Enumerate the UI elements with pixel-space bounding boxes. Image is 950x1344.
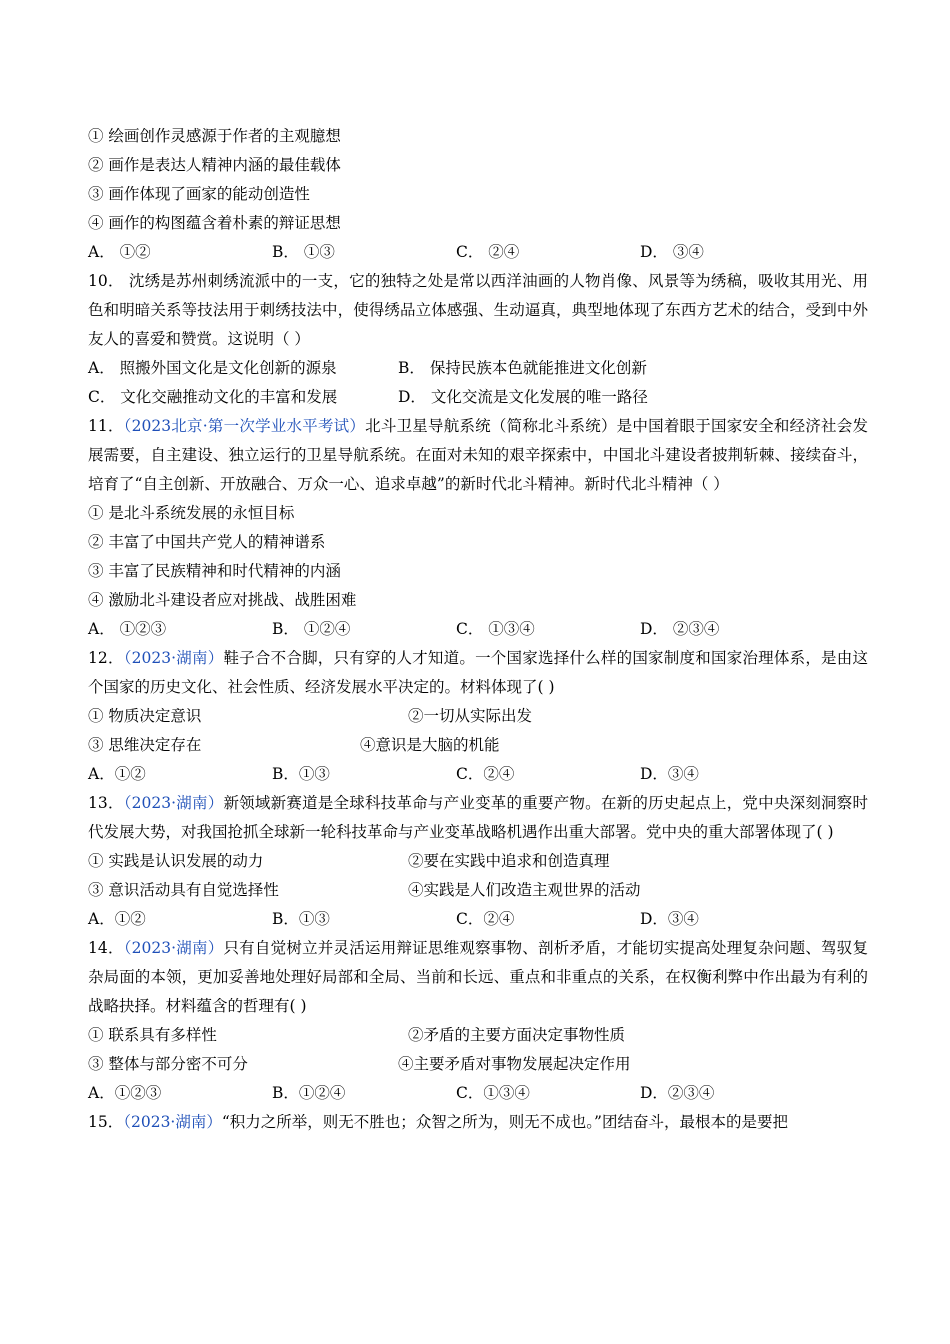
q12-statements-row-1: [88, 702, 868, 731]
q14-statements-row-1: [88, 1021, 868, 1050]
q15-source: （2023·湖南）: [123, 1113, 222, 1131]
q14-statement-3: ③ 整体与部分密不可分: [88, 1055, 248, 1073]
q13-statement-4: ④实践是人们改造主观世界的活动: [408, 881, 641, 899]
q12-source: （2023·湖南）: [123, 649, 224, 667]
q10-option-c[interactable]: C． 文化交融推动文化的丰富和发展: [88, 388, 338, 406]
q14-statement-2: ②矛盾的主要方面决定事物性质: [408, 1026, 626, 1044]
q13-statements-row-1: [88, 847, 868, 876]
q14-number: 14．: [88, 939, 124, 957]
q15-text: “积力之所举，则无不胜也；众智之所为，则无不成也。”团结奋斗，最根本的是要把: [221, 1113, 788, 1131]
q11-option-d[interactable]: D． ②③④: [640, 620, 720, 638]
q9-option-a[interactable]: A． ①②: [88, 243, 151, 261]
q13-options: [88, 905, 868, 934]
q12-statement-4: ④意识是大脑的机能: [360, 736, 500, 754]
q12-statement-3: ③ 思维决定存在: [88, 736, 202, 754]
q12-options: [88, 760, 868, 789]
q13-source: （2023·湖南）: [123, 794, 224, 812]
q11-stem: [88, 412, 868, 499]
q11-option-a[interactable]: A． ①②③: [88, 620, 167, 638]
q11-number: 11．: [88, 417, 124, 435]
q12-option-c[interactable]: C．②④: [456, 765, 515, 783]
q13-option-d[interactable]: D．③④: [640, 910, 699, 928]
q13-option-c[interactable]: C．②④: [456, 910, 515, 928]
q14-statements-row-2: [88, 1050, 868, 1079]
q10-option-a[interactable]: A． 照搬外国文化是文化创新的源泉: [88, 359, 337, 377]
q10-options-row-1: [88, 354, 868, 383]
q13-number: 13．: [88, 794, 124, 812]
q9-statement-3: ③ 画作体现了画家的能动创造性: [88, 185, 310, 203]
q12-text: 鞋子合不合脚，只有穿的人才知道。一个国家选择什么样的国家制度和国家治理体系，是由这个国家的历史文化、社会性质、经济发展水平决定的。材料体现了( ): [88, 649, 868, 696]
q9-options: [88, 238, 868, 267]
q14-option-b[interactable]: B．①②④: [272, 1084, 346, 1102]
q12-statements-row-2: [88, 731, 868, 760]
q9-statement-1: ① 绘画创作灵感源于作者的主观臆想: [88, 127, 341, 145]
q13-statement-3: ③ 意识活动具有自觉选择性: [88, 881, 279, 899]
q11-statement-3: ③ 丰富了民族精神和时代精神的内涵: [88, 562, 341, 580]
q10-option-b[interactable]: B． 保持民族本色就能推进文化创新: [398, 359, 647, 377]
q9-option-b[interactable]: B． ①③: [272, 243, 335, 261]
q11-option-b[interactable]: B． ①②④: [272, 620, 351, 638]
q11-statement-1: ① 是北斗系统发展的永恒目标: [88, 504, 295, 522]
q14-option-c[interactable]: C．①③④: [456, 1084, 530, 1102]
q9-statement-4: ④ 画作的构图蕴含着朴素的辩证思想: [88, 214, 341, 232]
q14-option-d[interactable]: D．②③④: [640, 1084, 715, 1102]
q11-text: 北斗卫星导航系统（简称北斗系统）是中国着眼于国家安全和经济社会发展需要，自主建设、独立运行的卫星导航系统。在面对未知的艰辛探索中，中国北斗建设者披荆斩棘、接续奋斗，培育了“自主创新、开放融合、万众一心、追求卓越”的新时代北斗精神。新时代北斗精神（ ）: [88, 417, 868, 493]
q10-stem: 10． 沈绣是苏州刺绣流派中的一支，它的独特之处是常以西洋油画的人物肖像、风景等为绣稿，吸收其用光、用色和明暗关系等技法用于刺绣技法中，使得绣品立体感强、生动逼真，典型地体现了东西方艺术的结合，受到中外友人的喜爱和赞赏。这说明（ ）: [88, 272, 868, 348]
q10-option-d[interactable]: D． 文化交流是文化发展的唯一路径: [398, 388, 648, 406]
q12-statement-2: ②一切从实际出发: [408, 707, 533, 725]
q11-source: （2023北京·第一次学业水平考试）: [123, 417, 366, 435]
q13-option-b[interactable]: B．①③: [272, 910, 330, 928]
q11-statement-4: ④ 激励北斗建设者应对挑战、战胜困难: [88, 591, 357, 609]
q9-option-c[interactable]: C． ②④: [456, 243, 520, 261]
q14-statement-4: ④主要矛盾对事物发展起决定作用: [398, 1055, 631, 1073]
q13-statements-row-2: [88, 876, 868, 905]
q14-stem: [88, 934, 868, 1021]
q11-option-c[interactable]: C． ①③④: [456, 620, 535, 638]
q12-number: 12．: [88, 649, 124, 667]
q13-option-a[interactable]: A．①②: [88, 910, 146, 928]
q13-text: 新领域新赛道是全球科技革命与产业变革的重要产物。在新的历史起点上，党中央深刻洞察时代发展大势，对我国抢抓全球新一轮科技革命与产业变革战略机遇作出重大部署。党中央的重大部署体现了( ): [88, 794, 868, 841]
q11-statement-2: ② 丰富了中国共产党人的精神谱系: [88, 533, 326, 551]
q13-stem: [88, 789, 868, 847]
q14-text: 只有自觉树立并灵活运用辩证思维观察事物、剖析矛盾，才能切实提高处理复杂问题、驾驭复杂局面的本领，更加妥善地处理好局部和全局、当前和长远、重点和非重点的关系，在权衡利弊中作出最为有利的战略抉择。材料蕴含的哲理有( ): [88, 939, 868, 1015]
document-page: [88, 122, 868, 1137]
q14-source: （2023·湖南）: [123, 939, 224, 957]
q15-stem: [88, 1108, 868, 1137]
q14-statement-1: ① 联系具有多样性: [88, 1026, 217, 1044]
q12-statement-1: ① 物质决定意识: [88, 707, 202, 725]
q12-stem: [88, 644, 868, 702]
q14-option-a[interactable]: A．①②③: [88, 1084, 162, 1102]
q9-option-d[interactable]: D． ③④: [640, 243, 704, 261]
q11-options: [88, 615, 868, 644]
q10-options-row-2: [88, 383, 868, 412]
q9-statement-2: ② 画作是表达人精神内涵的最佳载体: [88, 156, 341, 174]
q12-option-a[interactable]: A．①②: [88, 765, 146, 783]
q13-statement-2: ②要在实践中追求和创造真理: [408, 852, 610, 870]
q15-number: 15．: [88, 1113, 124, 1131]
q14-options: [88, 1079, 868, 1108]
q13-statement-1: ① 实践是认识发展的动力: [88, 852, 264, 870]
q12-option-d[interactable]: D．③④: [640, 765, 699, 783]
q12-option-b[interactable]: B．①③: [272, 765, 330, 783]
